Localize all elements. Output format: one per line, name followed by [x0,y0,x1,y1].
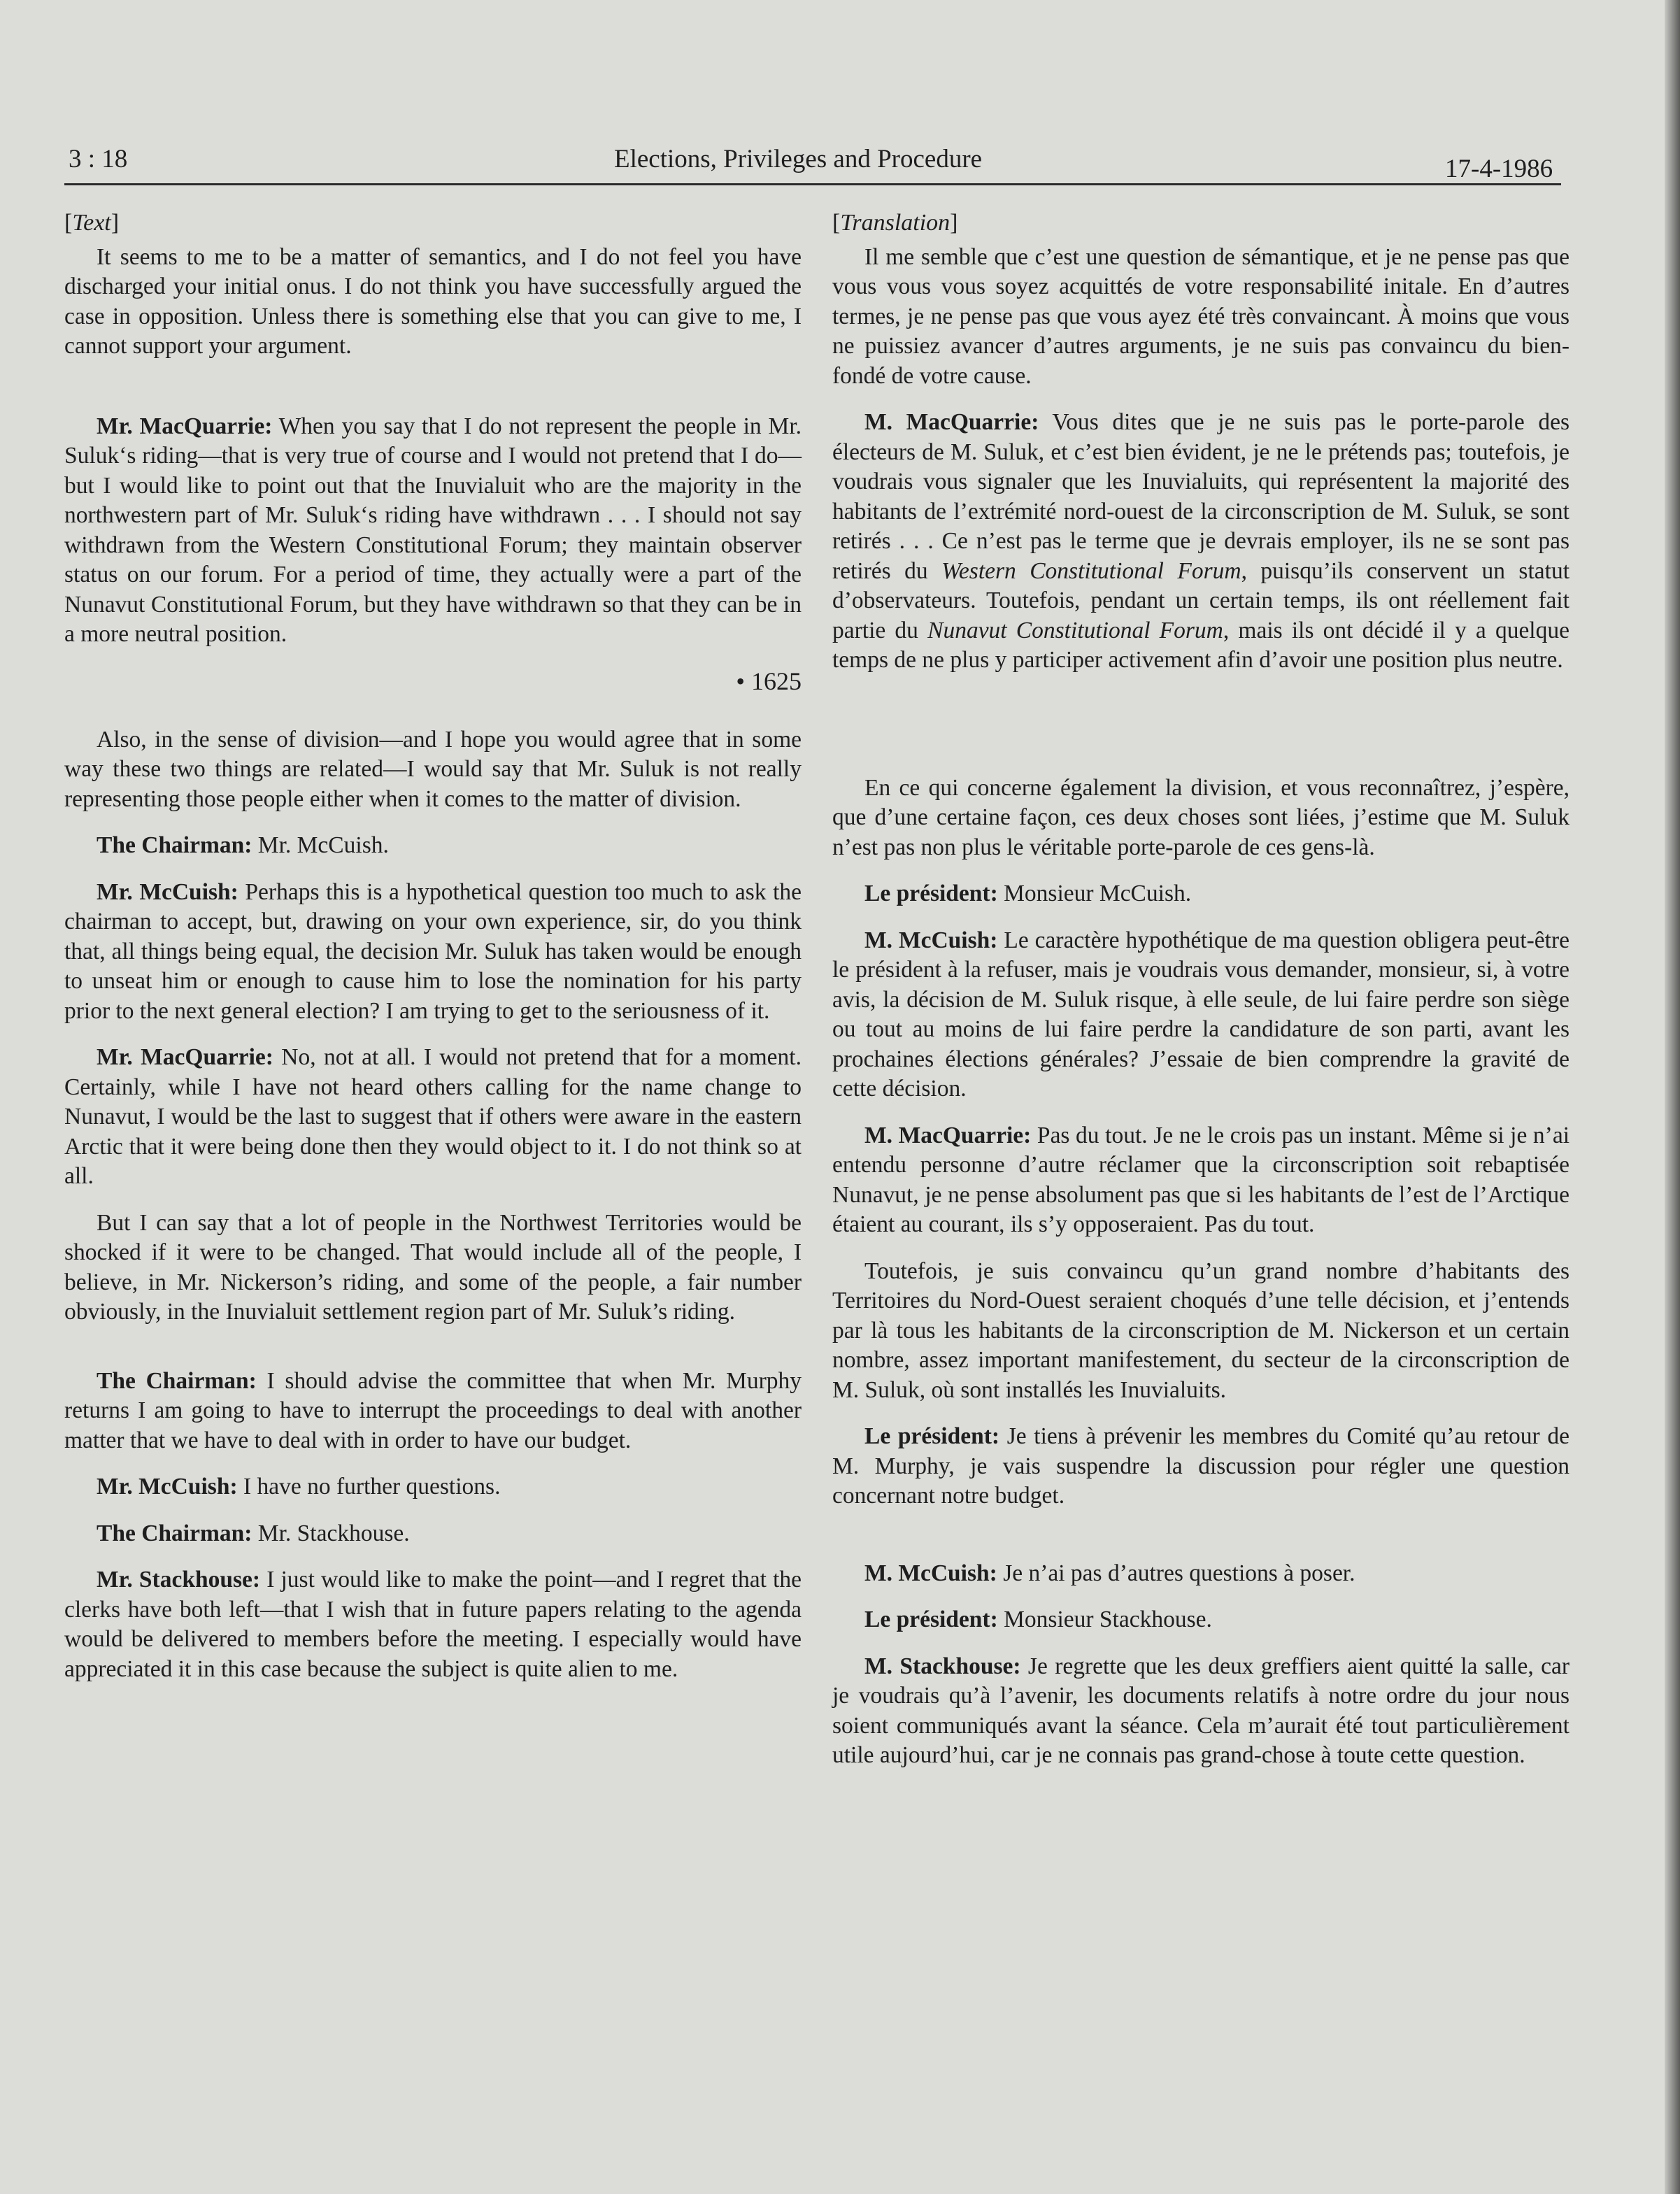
spacer [832,1528,1569,1559]
speaker-name: M. MacQuarrie: [864,1122,1032,1148]
speech-stackhouse: Mr. Stackhouse: I just would like to make the point—and I regret that the clerks have both left—that I wish that in future papers relating to the agenda would be delivered to members before the meeting. I especially would have appreciated it in this case because the subject is quite alien to me. [64,1567,802,1682]
header-rule [64,183,1561,185]
english-column [64,208,802,2083]
speech-chairman: The Chairman: Mr. Stackhouse. [97,1520,410,1546]
speaker-name: Le président: [864,1423,1000,1449]
speech-macquarrie: M. MacQuarrie: Pas du tout. Je ne le crois pas un instant. Même si je n’ai entendu personne d’autre réclamer que la circonscription soit rebaptisée Nunavut, je ne pense absolument pas que si les habitants de l’est de l’Arctique étaient au courant, ils s’y opposeraient. Pas du tout. [832,1122,1570,1237]
speech-president: Le président: Je tiens à prévenir les membres du Comité qu’au retour de M. Murphy, je vais suspendre la discussion pour régler une question concernant notre budget. [832,1423,1569,1509]
speaker-name: Le président: [864,881,998,906]
running-header [64,138,1561,182]
speech-stackhouse: M. Stackhouse: Je regrette que les deux greffiers aient quitté la salle, car je voudrais qu’à l’avenir, les documents relatifs à notre ordre du jour nous soient communiqués avant la séance. Cela m’aurait été tout particulièrement utile aujourd’hui, car je ne connais pas grand-chose à toute cette question. [832,1653,1569,1768]
translation-label: [Translation] [832,210,958,236]
page-number: 3 : 18 [69,145,128,173]
speech-president: Le président: Monsieur Stackhouse. [864,1607,1212,1632]
publication-title: Elections, Privileges and Procedure [614,145,983,173]
speech-macquarrie: Mr. MacQuarrie: No, not at all. I would not pretend that for a moment. Certainly, while I have not heard others calling for the name change to Nunavut, I would be the last to suggest that if others were aware in the eastern Arctic that it were being done then they would object to it. I do not think so at all. [64,1044,802,1189]
speaker-name: Le président: [864,1607,998,1632]
paragraph: Il me semble que c’est une question de sémantique, et je ne pense pas que vous vous vous soyez acquittés de votre responsabilité initale. En d’autres termes, je ne pense pas que vous ayez été très convaincant. À moins que vous ne puissiez avancer d’autres arguments, je ne suis pas convaincu du bien-fondé de votre cause. [832,243,1569,389]
speech-chairman: The Chairman: I should advise the committee that when Mr. Murphy returns I am going to have to interrupt the proceedings to deal with another matter that we have to deal with in order to have our budget. [64,1367,802,1453]
speaker-name: M. McCuish: [864,927,998,953]
speech-mccuish: M. McCuish: Je n’ai pas d’autres questions à poser. [864,1560,1355,1586]
french-column [832,208,1569,2083]
speaker-name: Mr. McCuish: [97,1474,238,1500]
speaker-name: The Chairman: [97,832,252,858]
speech-mccuish: Mr. McCuish: Perhaps this is a hypothetical question too much to ask the chairman to accept, but, drawing on your own experience, sir, do you think that, all things being equal, the decision Mr. Suluk has taken would be enough to unseat him or enough to cause him to lose the nomination for his party prior to the next general election? I am trying to get to the seriousness of it. [64,878,802,1024]
speaker-name: M. McCuish: [864,1560,997,1586]
speaker-name: The Chairman: [97,1367,257,1394]
spacer [832,692,1569,774]
session-date: 17-4-1986 [1445,155,1553,183]
paragraph: But I can say that a lot of people in the Northwest Territories would be shocked if it were to be changed. That would include all of the people, I believe, in Mr. Nickerson’s riding, and some of the people, a fair number obviously, in the Inuvialuit settlement region part of Mr. Suluk’s riding. [64,1209,802,1325]
paragraph: It seems to me to be a matter of semantics, and I do not feel you have discharged your initial onus. I do not think you have successfully argued the case in opposition. Unless there is something else that you can give to me, I cannot support your argument. [64,243,802,359]
speaker-name: M. MacQuarrie: [864,409,1039,435]
speech-chairman: The Chairman: Mr. McCuish. [97,832,389,858]
speech-mccuish: Mr. McCuish: I have no further questions. [97,1474,501,1500]
text-label: [Text] [64,210,120,236]
speech-mccuish: M. McCuish: Le caractère hypothétique de ma question obligera peut-être le président à la refuser, mais je voudrais vous demander, monsieur, si, à votre avis, la décision de M. Suluk risque, à elle seule, de lui faire perdre son siège ou tout au moins de lui faire perdre la candidature de son parti, avant les prochaines élections générales? J’essaie de bien comprendre la gravité de cette décision. [832,927,1570,1102]
paragraph: En ce qui concerne également la division, et vous reconnaîtrez, j’espère, que d’une certaine façon, ces deux choses sont liées, j’estime que M. Suluk n’est pas non plus le véritable porte-parole de ces gens-là. [832,774,1569,860]
speech-macquarrie: Mr. MacQuarrie: When you say that I do not represent the people in Mr. Suluk‘s riding—that is very true of course and I would not pretend that I do—but I would like to point out that the Inuvialuit who are the majority in the northwestern part of Mr. Suluk‘s riding have withdrawn . . . I should not say withdrawn from the Western Constitutional Forum; they maintain observer status on our forum. For a period of time, they actually were a part of the Nunavut Constitutional Forum, but they have withdrawn so that they can be in a more neutral position. [64,413,802,647]
speaker-name: Mr. Stackhouse: [97,1567,261,1593]
speaker-name: Mr. MacQuarrie: [97,1044,273,1070]
speech-president: Le président: Monsieur McCuish. [864,881,1192,906]
speaker-name: Mr. McCuish: [97,878,239,905]
speech-macquarrie: M. MacQuarrie: Vous dites que je ne suis pas le porte-parole des électeurs de M. Suluk, et c’est bien évident, je ne le prétends pas; toutefois, je voudrais vous signaler que les Inuvialuits, qui représentent la majorité des habitants de l’extrémité nord-ouest de la circonscription de M. Suluk, se sont retirés . . . Ce n’est pas le terme que je devrais employer, ils ne se sont pas retirés du Western Constitutional Forum, puisqu’ils conservent un statut d’observateurs. Toutefois, pendant un certain temps, ils ont réellement fait partie du Nunavut Constitutional Forum, mais ils ont décidé il y a quelque temps de ne plus y participer activement afin d’avoir une position plus neutre. [832,409,1570,673]
speaker-name: M. Stackhouse: [864,1653,1021,1679]
speaker-name: The Chairman: [97,1520,252,1546]
speaker-name: Mr. MacQuarrie: [97,413,273,439]
page-edge-shadow [1665,0,1680,2194]
timestamp: • 1625 [736,667,802,695]
paragraph: Toutefois, je suis convaincu qu’un grand nombre d’habitants des Territoires du Nord-Ouest seraient choqués d’une telle décision, et j’entends par là tous les habitants de la circonscription de M. Nickerson et un certain nombre, assez important manifestement, du secteur de la circonscription de M. Suluk, où sont installés les Inuvialuits. [832,1258,1569,1403]
paragraph: Also, in the sense of division—and I hope you would agree that in some way these two things are related—I would say that Mr. Suluk is not really representing those people either when it comes to the matter of division. [64,726,802,812]
